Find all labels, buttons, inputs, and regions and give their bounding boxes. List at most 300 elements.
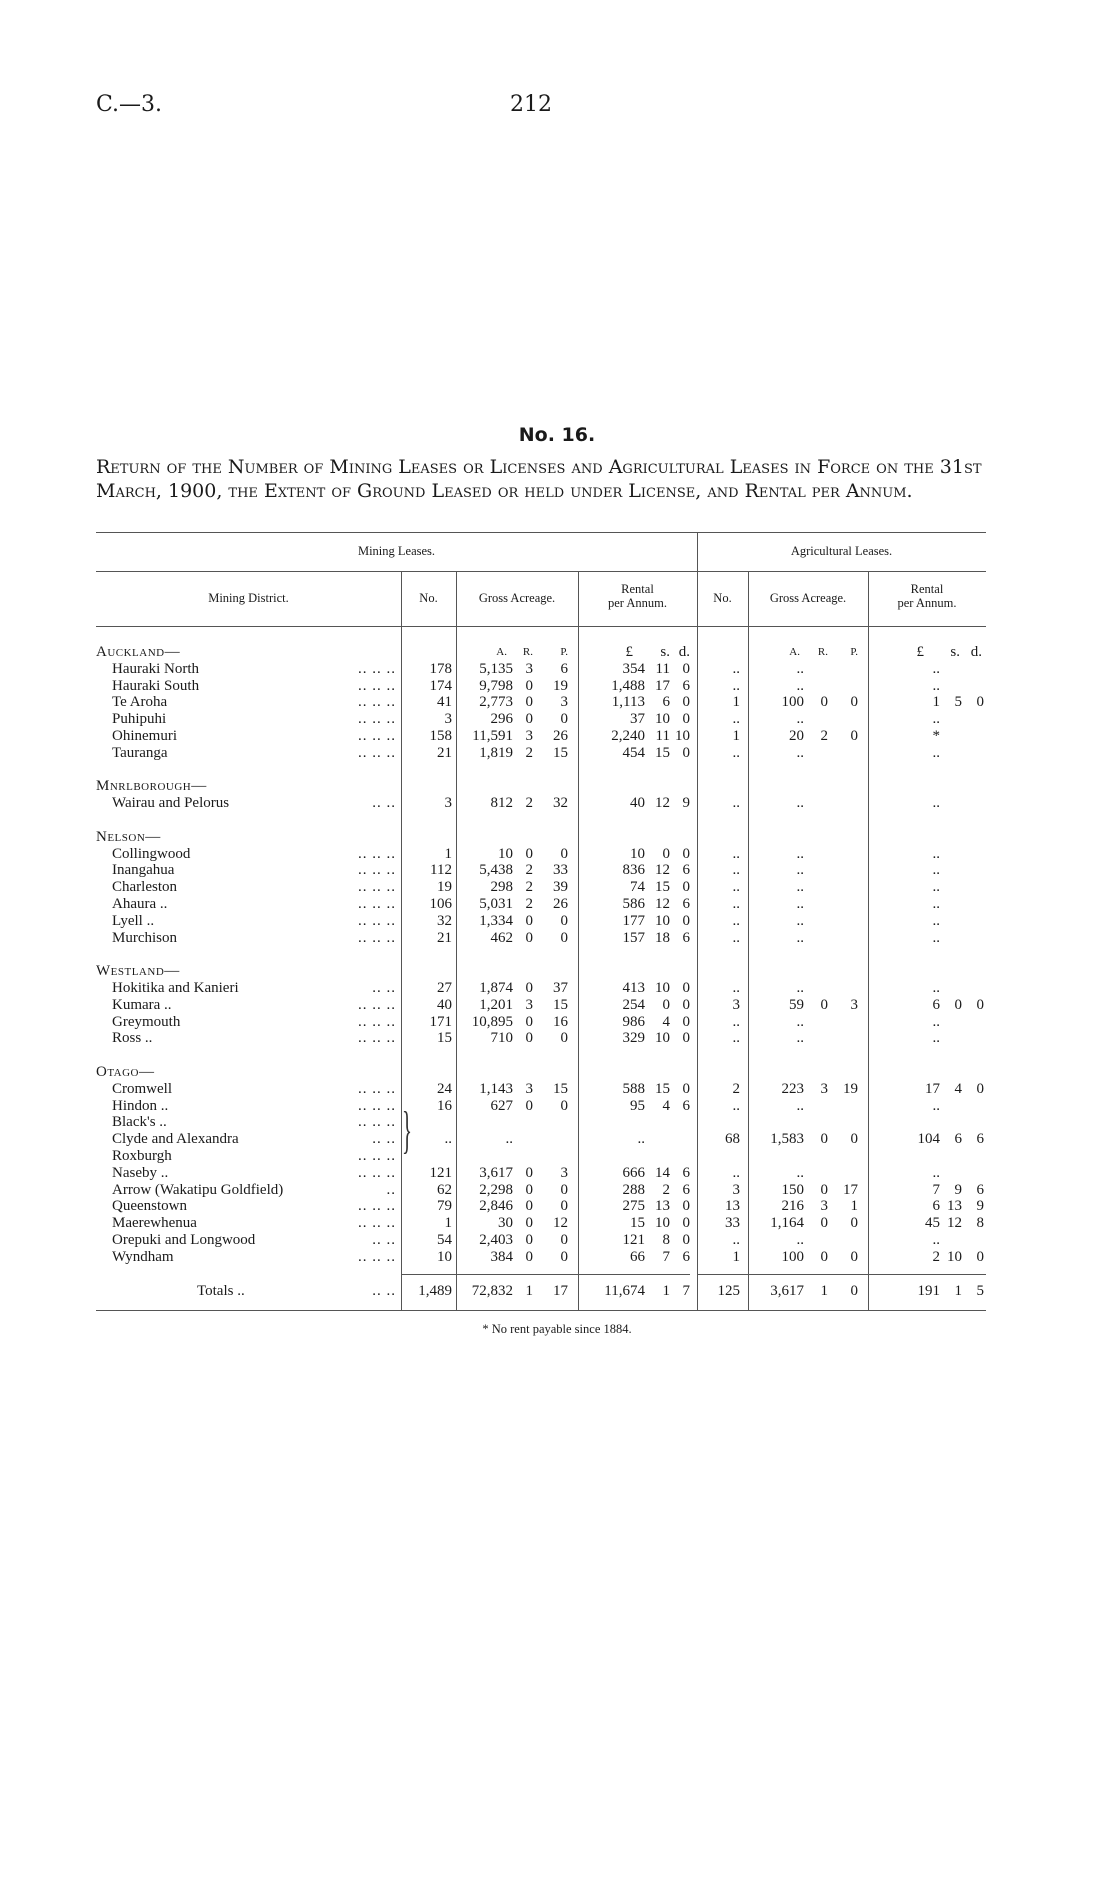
unit-ag-shillings: s.: [950, 644, 960, 660]
cell-pd: 74: [630, 879, 645, 896]
row-leader-dots: .. .. ..: [358, 1164, 396, 1181]
cell-no: 174: [429, 677, 452, 694]
cell-a: 812: [490, 795, 513, 812]
cell-p: 37: [553, 980, 568, 996]
cell-sh: 11: [655, 660, 670, 677]
row-leader-dots: ..: [386, 1181, 396, 1198]
unit-ag-roods: R.: [817, 646, 828, 658]
row-leader-dots: .. .. ..: [358, 1198, 396, 1215]
column-header-rental: Rental: [621, 582, 654, 596]
cell-d: 6: [682, 1164, 690, 1181]
district-name: Clyde and Alexandra: [112, 1131, 239, 1148]
district-group-label: Otago—: [96, 1064, 155, 1080]
cell-ag-pd: ..: [932, 1013, 940, 1030]
unit-acres: A.: [496, 646, 507, 658]
cell-ag-no: ..: [732, 1030, 740, 1047]
cell-ag-r: 0: [820, 694, 828, 711]
cell-a: 10: [498, 845, 513, 862]
cell-d: 0: [682, 711, 690, 728]
column-header-district: Mining District.: [208, 591, 289, 605]
column-header-ag-gross-acreage: Gross Acreage.: [769, 591, 847, 605]
cell-ag-no: ..: [732, 879, 740, 896]
column-header-gross-acreage: Gross Acreage.: [478, 591, 556, 605]
cell-no: 24: [437, 1080, 452, 1097]
row-leader-dots: .. .. ..: [358, 1114, 396, 1131]
cell-ag-no: ..: [732, 677, 740, 694]
totals-ag-pd: 191: [917, 1283, 940, 1299]
cell-sh: 10: [655, 912, 670, 929]
cell-pd: 121: [622, 1232, 645, 1248]
district-name: Puhipuhi: [112, 711, 167, 728]
cell-ag-no: ..: [732, 795, 740, 812]
cell-pd: 10: [630, 845, 645, 862]
cell-no: 3: [444, 795, 452, 812]
cell-no: 171: [429, 1013, 452, 1030]
cell-ag-a: ..: [796, 1164, 804, 1181]
district-name: Ohinemuri: [112, 728, 177, 744]
column-header-ag-rental-sub: per Annum.: [897, 596, 957, 610]
cell-ag-no: ..: [732, 711, 740, 728]
cell-a: 384: [490, 1248, 513, 1265]
unit-ag-pence: d.: [970, 644, 982, 660]
footnote: * No rent payable since 1884.: [482, 1322, 632, 1336]
totals-r: 1: [525, 1283, 533, 1299]
cell-sh: 12: [655, 896, 670, 912]
cell-ag-pd: ..: [932, 929, 940, 946]
cell-sh: 14: [655, 1164, 670, 1181]
cell-p: 26: [553, 728, 568, 744]
cell-ag-no: 2: [732, 1080, 740, 1097]
cell-r: 0: [525, 677, 533, 694]
row-leader-dots: .. .. ..: [358, 744, 396, 761]
cell-r: 0: [525, 1198, 533, 1215]
cell-r: 0: [525, 711, 533, 728]
cell-p: 12: [553, 1215, 568, 1232]
cell-ag-r: 3: [820, 1080, 828, 1097]
cell-pd: 666: [622, 1164, 645, 1181]
cell-ag-p: 3: [850, 996, 858, 1013]
cell-ag-pd: ..: [932, 1030, 940, 1047]
cell-a: 3,617: [479, 1164, 513, 1181]
cell-d: 0: [682, 694, 690, 711]
cell-ag-no: ..: [732, 912, 740, 929]
cell-ag-no: ..: [732, 862, 740, 879]
cell-r: 3: [525, 996, 533, 1013]
row-leader-dots: .. .. ..: [358, 1013, 396, 1030]
cell-p: 26: [553, 896, 568, 912]
cell-pd: 413: [622, 980, 645, 996]
cell-pd: 288: [622, 1181, 645, 1198]
cell-ag-pd: ..: [932, 879, 940, 896]
cell-ag-r: 0: [820, 996, 828, 1013]
cell-a: 1,334: [479, 912, 513, 929]
row-leader-dots: .. .. ..: [358, 1030, 396, 1047]
cell-d: 0: [682, 980, 690, 996]
district-name: Greymouth: [112, 1013, 181, 1030]
cell-pd: 454: [622, 744, 645, 761]
cell-ag-a: ..: [796, 1030, 804, 1047]
row-leader-dots: .. ..: [372, 1283, 396, 1299]
cell-ag-sh: 0: [954, 996, 962, 1013]
document-title: Return of the Number of Mining Leases or Licenses and Agricultural Leases in Force on the 31st March, 1900, the Extent of Ground Leased or held under License, and Rental per Annum.: [96, 456, 982, 502]
cell-d: 6: [682, 1248, 690, 1265]
cell-r: 2: [525, 744, 533, 761]
totals-d: 7: [682, 1283, 690, 1299]
cell-sh: 10: [655, 1215, 670, 1232]
totals-pd: 11,674: [604, 1283, 645, 1299]
cell-a: 5,031: [479, 896, 513, 912]
row-leader-dots: .. .. ..: [358, 1248, 396, 1265]
district-name: Ahaura ..: [112, 896, 168, 912]
cell-ag-a: 59: [789, 996, 804, 1013]
district-name: Cromwell: [112, 1080, 172, 1097]
column-header-ag-rental: Rental: [910, 582, 944, 596]
cell-p: 19: [553, 677, 568, 694]
district-name: Murchison: [112, 929, 177, 946]
district-name: Orepuki and Longwood: [112, 1232, 256, 1248]
cell-ag-no: ..: [732, 1232, 740, 1248]
cell-ag-pd: 17: [925, 1080, 940, 1097]
cell-a: 9,798: [479, 677, 513, 694]
cell-p: 3: [560, 694, 568, 711]
cell-r: 0: [525, 1248, 533, 1265]
cell-no: 19: [437, 879, 452, 896]
totals-sh: 1: [662, 1283, 670, 1299]
row-leader-dots: .. .. ..: [358, 677, 396, 694]
cell-pd: 588: [622, 1080, 645, 1097]
cell-d: 0: [682, 1198, 690, 1215]
cell-no: 178: [429, 660, 452, 677]
cell-ag-d: 6: [976, 1131, 984, 1148]
cell-ag-a: 223: [781, 1080, 804, 1097]
cell-p: 0: [560, 1030, 568, 1047]
cell-p: 15: [553, 744, 568, 761]
cell-r: 0: [525, 1030, 533, 1047]
cell-no: 121: [429, 1164, 452, 1181]
cell-sh: 7: [662, 1248, 670, 1265]
cell-a: 1,819: [479, 744, 513, 761]
cell-sh: 18: [655, 929, 670, 946]
cell-ag-no: 13: [725, 1198, 740, 1215]
district-name: Black's ..: [112, 1114, 167, 1131]
cell-ag-d: 0: [976, 1080, 984, 1097]
cell-p: 0: [560, 1232, 568, 1248]
cell-pd: 275: [622, 1198, 645, 1215]
cell-r: 0: [525, 929, 533, 946]
cell-d: 0: [682, 1232, 690, 1248]
cell-pd: 354: [622, 660, 645, 677]
row-leader-dots: .. .. ..: [358, 879, 396, 896]
cell-a: 296: [490, 711, 513, 728]
cell-pd: 40: [630, 795, 645, 812]
agricultural-leases-header: Agricultural Leases.: [790, 544, 893, 558]
cell-ag-pd: ..: [932, 795, 940, 812]
cell-ag-no: ..: [732, 929, 740, 946]
district-name: Te Aroha: [112, 694, 168, 711]
cell-ag-pd: ..: [932, 677, 940, 694]
cell-d: 0: [682, 912, 690, 929]
cell-ag-a: ..: [796, 845, 804, 862]
cell-ag-p: 19: [843, 1080, 858, 1097]
totals-ag-a: 3,617: [770, 1283, 804, 1299]
cell-a: 710: [490, 1030, 513, 1047]
cell-ag-no: ..: [732, 744, 740, 761]
cell-r: 2: [525, 795, 533, 812]
district-name: Hauraki South: [112, 677, 200, 694]
cell-ag-p: 0: [850, 1131, 858, 1148]
column-header-ag-no: No.: [713, 591, 732, 605]
cell-p: 0: [560, 845, 568, 862]
cell-a: 462: [490, 929, 513, 946]
cell-a: ..: [505, 1131, 513, 1148]
cell-p: 0: [560, 929, 568, 946]
cell-ag-p: 0: [850, 1215, 858, 1232]
cell-ag-pd: ..: [932, 1097, 940, 1114]
row-leader-dots: .. .. ..: [358, 1097, 396, 1114]
cell-a: 298: [490, 879, 513, 896]
cell-p: 16: [553, 1013, 568, 1030]
cell-a: 2,773: [479, 694, 513, 711]
cell-ag-no: 1: [732, 694, 740, 711]
unit-pounds: £: [625, 644, 633, 660]
cell-d: 6: [682, 1181, 690, 1198]
cell-ag-pd: 2: [932, 1248, 940, 1265]
cell-ag-r: 0: [820, 1215, 828, 1232]
cell-p: 0: [560, 1248, 568, 1265]
row-leader-dots: .. .. ..: [358, 694, 396, 711]
cell-ag-a: ..: [796, 660, 804, 677]
district-name: Charleston: [112, 879, 177, 896]
table-top-rule: [96, 532, 986, 533]
district-group-label: Mnrlborough—: [96, 778, 207, 795]
cell-r: 0: [525, 1013, 533, 1030]
unit-perches: P.: [560, 646, 568, 658]
district-name: Collingwood: [112, 845, 191, 862]
cell-r: 0: [525, 1181, 533, 1198]
cell-ag-sh: 6: [954, 1131, 962, 1148]
column-header-no: No.: [419, 591, 438, 605]
cell-ag-sh: 10: [947, 1248, 962, 1265]
district-group-label: Westland—: [96, 963, 180, 980]
cell-a: 1,143: [479, 1080, 513, 1097]
cell-p: 0: [560, 711, 568, 728]
cell-ag-a: ..: [796, 1232, 804, 1248]
cell-a: 2,298: [479, 1181, 513, 1198]
cell-ag-r: 3: [820, 1198, 828, 1215]
cell-sh: 4: [662, 1013, 670, 1030]
cell-d: 0: [682, 1080, 690, 1097]
cell-d: 6: [682, 929, 690, 946]
cell-r: 0: [525, 912, 533, 929]
cell-no: 21: [437, 929, 452, 946]
cell-ag-sh: 4: [954, 1080, 962, 1097]
cell-ag-r: 2: [820, 728, 828, 744]
cell-ag-p: 0: [850, 1248, 858, 1265]
table-bottom-rule: [96, 1310, 986, 1311]
unit-ag-perches: P.: [850, 646, 858, 658]
cell-r: 3: [525, 660, 533, 677]
cell-ag-pd: 7: [932, 1181, 940, 1198]
cell-pd: 836: [622, 862, 645, 879]
cell-ag-a: 1,164: [770, 1215, 804, 1232]
cell-ag-pd: ..: [932, 744, 940, 761]
cell-d: 6: [682, 677, 690, 694]
cell-ag-d: 6: [976, 1181, 984, 1198]
column-header-rental-sub: per Annum.: [607, 596, 668, 610]
cell-pd: 95: [630, 1097, 645, 1114]
cell-p: 39: [553, 879, 568, 896]
cell-d: 0: [682, 1215, 690, 1232]
district-name: Kumara ..: [112, 996, 172, 1013]
cell-ag-pd: ..: [932, 980, 940, 996]
totals-no: 1,489: [418, 1283, 452, 1299]
cell-d: 0: [682, 845, 690, 862]
cell-ag-d: 0: [976, 694, 984, 711]
row-leader-dots: .. .. ..: [358, 862, 396, 879]
cell-ag-r: 0: [820, 1131, 828, 1148]
cell-pd: ..: [637, 1131, 645, 1148]
unit-shillings: s.: [660, 644, 670, 660]
row-leader-dots: .. ..: [372, 1131, 396, 1148]
cell-ag-a: ..: [796, 862, 804, 879]
district-name: Lyell ..: [112, 912, 155, 929]
mining-leases-header: Mining Leases.: [357, 544, 436, 558]
row-leader-dots: .. .. ..: [358, 660, 396, 677]
cell-ag-no: ..: [732, 845, 740, 862]
cell-ag-a: ..: [796, 795, 804, 812]
cell-ag-d: 0: [976, 1248, 984, 1265]
cell-ag-a: ..: [796, 1013, 804, 1030]
cell-ag-pd: ..: [932, 862, 940, 879]
district-name: Wairau and Pelorus: [112, 795, 230, 812]
cell-ag-a: 20: [789, 728, 804, 744]
header-document-code: C.—3.: [96, 92, 163, 117]
cell-d: 0: [682, 996, 690, 1013]
district-name: Queenstown: [112, 1198, 187, 1215]
cell-d: 0: [682, 1013, 690, 1030]
row-leader-dots: .. .. ..: [358, 1080, 396, 1097]
cell-pd: 586: [622, 896, 645, 912]
district-name: Hokitika and Kanieri: [112, 980, 239, 996]
cell-no: 10: [437, 1248, 452, 1265]
cell-pd: 66: [630, 1248, 645, 1265]
cell-pd: 1,488: [611, 677, 645, 694]
totals-a: 72,832: [471, 1283, 513, 1299]
cell-ag-r: 0: [820, 1248, 828, 1265]
unit-ag-acres: A.: [789, 646, 800, 658]
cell-sh: 2: [662, 1181, 670, 1198]
cell-pd: 157: [622, 929, 645, 946]
cell-r: 0: [525, 980, 533, 996]
district-name: Naseby ..: [112, 1164, 169, 1181]
cell-ag-a: 100: [781, 1248, 804, 1265]
cell-d: 9: [682, 795, 690, 812]
cell-pd: 177: [622, 912, 645, 929]
unit-pence: d.: [678, 644, 690, 660]
cell-p: 0: [560, 1097, 568, 1114]
district-name: Hindon ..: [112, 1097, 169, 1114]
totals-rule-mining: [401, 1274, 690, 1275]
cell-ag-p: 1: [850, 1198, 858, 1215]
totals-label: Totals ..: [197, 1283, 245, 1299]
cell-a: 10,895: [471, 1013, 513, 1030]
cell-ag-a: ..: [796, 980, 804, 996]
cell-ag-sh: 12: [947, 1215, 962, 1232]
cell-no: 16: [437, 1097, 452, 1114]
cell-d: 0: [682, 744, 690, 761]
row-leader-dots: .. .. ..: [358, 845, 396, 862]
cell-no: 106: [429, 896, 452, 912]
cell-p: 15: [553, 1080, 568, 1097]
row-leader-dots: .. ..: [372, 980, 396, 996]
cell-ag-no: ..: [732, 660, 740, 677]
cell-sh: 17: [655, 677, 670, 694]
cell-ag-r: 0: [820, 1181, 828, 1198]
cell-sh: 15: [655, 879, 670, 896]
cell-p: 6: [560, 660, 568, 677]
cell-no: 32: [437, 912, 452, 929]
cell-ag-sh: 9: [954, 1181, 962, 1198]
cell-r: 0: [525, 1164, 533, 1181]
row-leader-dots: .. .. ..: [358, 1148, 396, 1164]
cell-p: 3: [560, 1164, 568, 1181]
cell-sh: 10: [655, 1030, 670, 1047]
cell-ag-sh: 5: [954, 694, 962, 711]
cell-ag-no: ..: [732, 1164, 740, 1181]
cell-r: 0: [525, 845, 533, 862]
unit-ag-pounds: £: [916, 644, 924, 660]
totals-ag-p: 0: [850, 1283, 858, 1299]
cell-sh: 15: [655, 744, 670, 761]
cell-ag-no: ..: [732, 1097, 740, 1114]
cell-a: 2,846: [479, 1198, 513, 1215]
district-name: Arrow (Wakatipu Goldfield): [112, 1181, 284, 1198]
cell-no: ..: [444, 1131, 452, 1148]
cell-r: 2: [525, 879, 533, 896]
cell-pd: 254: [622, 996, 645, 1013]
cell-ag-a: 150: [781, 1181, 804, 1198]
cell-sh: 12: [655, 862, 670, 879]
cell-p: 0: [560, 1181, 568, 1198]
cell-r: 0: [525, 1097, 533, 1114]
cell-ag-no: 1: [732, 1248, 740, 1265]
row-leader-dots: .. ..: [372, 1232, 396, 1248]
cell-ag-a: 1,583: [770, 1131, 804, 1148]
cell-sh: 10: [655, 980, 670, 996]
cell-no: 40: [437, 996, 452, 1013]
district-name: Roxburgh: [112, 1148, 172, 1164]
cell-ag-a: 216: [781, 1198, 804, 1215]
cell-ag-a: ..: [796, 1097, 804, 1114]
cell-ag-a: ..: [796, 912, 804, 929]
district-name: Maerewhenua: [112, 1215, 197, 1232]
cell-ag-pd: ..: [932, 660, 940, 677]
cell-ag-a: ..: [796, 711, 804, 728]
cell-sh: 6: [662, 694, 670, 711]
cell-r: 2: [525, 896, 533, 912]
cell-no: 54: [437, 1232, 452, 1248]
cell-ag-pd: 104: [917, 1131, 940, 1148]
cell-ag-pd: 45: [925, 1215, 940, 1232]
cell-ag-pd: ..: [932, 1164, 940, 1181]
cell-ag-d: 9: [976, 1198, 984, 1215]
cell-ag-pd: *: [932, 728, 940, 744]
cell-d: 10: [675, 728, 690, 744]
cell-p: 0: [560, 1198, 568, 1215]
cell-p: 15: [553, 996, 568, 1013]
document-number: No. 16.: [518, 424, 596, 446]
cell-ag-p: 17: [843, 1181, 858, 1198]
